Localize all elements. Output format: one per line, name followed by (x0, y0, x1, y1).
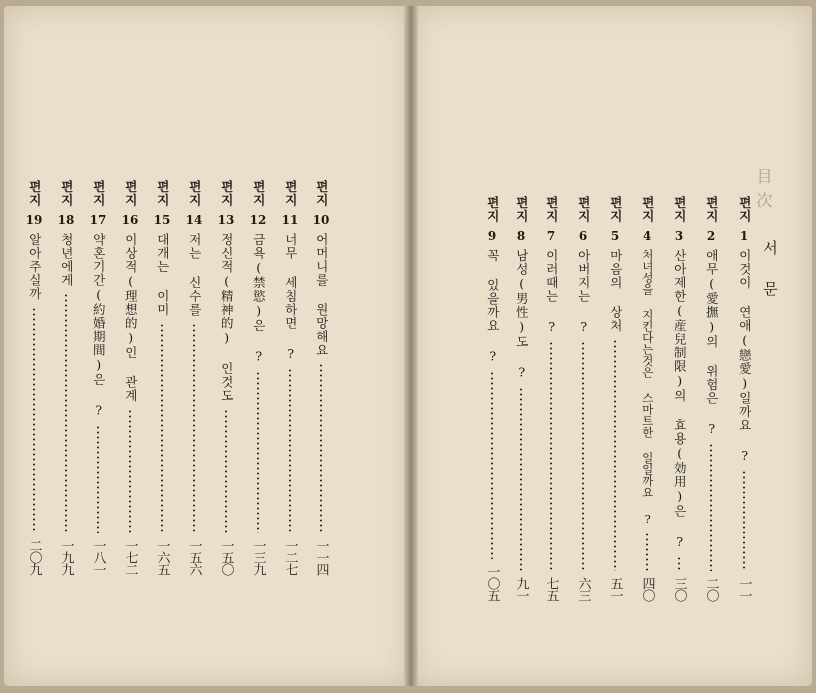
toc-entry[interactable] (310, 180, 332, 575)
entry-title: 대개는 이미 (155, 233, 171, 317)
entry-label: 편지 (251, 180, 267, 207)
entry-page: 一七二 (122, 539, 138, 575)
leader-dots (520, 387, 522, 572)
toc-entry[interactable] (668, 196, 690, 601)
entry-title: 남성(男性)도 ? (514, 249, 530, 381)
entry-label: 편지 (514, 196, 530, 223)
entry-label: 편지 (59, 180, 75, 207)
toc-entry[interactable] (636, 196, 658, 601)
entry-label: 편지 (672, 196, 688, 223)
entry-number: 14 (185, 213, 203, 227)
entry-title: 약혼기간(約婚期間)은 ? (91, 233, 107, 419)
toc-entry[interactable] (733, 196, 755, 601)
entry-label: 편지 (123, 180, 139, 207)
entry-page: 七五 (543, 577, 559, 601)
toc-entry[interactable] (540, 196, 562, 601)
preface-heading-text: 서문 (761, 240, 779, 322)
entry-page: 一六五 (154, 539, 170, 575)
entry-number: 19 (25, 213, 43, 227)
entry-page: 三〇 (671, 577, 687, 601)
entry-page: 一三九 (250, 539, 266, 575)
entry-label: 편지 (155, 180, 171, 207)
entry-page: 一五〇 (218, 539, 234, 575)
leader-dots (646, 532, 648, 571)
entry-title: 너무 세침하면 ? (283, 233, 299, 362)
toc-entry[interactable] (510, 196, 532, 601)
leader-dots (225, 409, 227, 534)
leader-dots (582, 341, 584, 571)
entry-number: 6 (578, 229, 588, 243)
entry-page: 一九九 (58, 539, 74, 575)
entry-number: 7 (546, 229, 556, 243)
entry-page: 一二七 (282, 539, 298, 575)
leader-dots (710, 443, 712, 571)
entry-label: 편지 (283, 180, 299, 207)
toc-entry[interactable] (481, 196, 503, 601)
entry-page: 二〇 (703, 577, 719, 601)
toc-entry[interactable] (572, 196, 594, 601)
book-gutter (404, 6, 418, 686)
entry-number: 10 (312, 213, 330, 227)
entry-page: 一〇五 (484, 565, 500, 601)
entry-title: 아버지는 ? (576, 249, 592, 335)
entry-label: 편지 (91, 180, 107, 207)
entry-number: 3 (674, 229, 684, 243)
leader-dots (320, 363, 322, 533)
leader-dots (193, 323, 195, 534)
toc-entry[interactable] (700, 196, 722, 601)
entry-page: 一一 (736, 577, 752, 601)
entry-number: 13 (217, 213, 235, 227)
toc-header-mark: 目次 (754, 168, 773, 216)
leader-dots (257, 371, 259, 534)
entry-label: 편지 (737, 196, 753, 223)
entry-page: 一八一 (90, 539, 106, 575)
entry-title: 금욕(禁慾)은 ? (251, 233, 267, 365)
toc-entry[interactable] (215, 180, 237, 575)
entry-page: 一一四 (313, 539, 329, 575)
entry-number: 2 (706, 229, 716, 243)
entry-title: 어머니를 원망해요 (314, 233, 330, 357)
toc-entry[interactable] (604, 196, 626, 601)
entry-title: 이러때는 ? (544, 249, 560, 335)
toc-entry[interactable] (55, 180, 77, 575)
entry-title: 애무(愛撫)의 위험은 ? (704, 249, 720, 437)
preface-heading (762, 240, 777, 322)
entry-label: 편지 (704, 196, 720, 223)
toc-entry[interactable] (279, 180, 301, 575)
leader-dots (743, 470, 745, 571)
entry-title: 알아주실까 (27, 233, 43, 301)
leader-dots (161, 323, 163, 534)
entry-label: 편지 (544, 196, 560, 223)
entry-number: 11 (281, 213, 299, 227)
entry-number: 17 (89, 213, 107, 227)
entry-label: 편지 (314, 180, 330, 207)
leader-dots (491, 371, 493, 560)
entry-number: 8 (516, 229, 526, 243)
entry-label: 편지 (27, 180, 43, 207)
entry-title: 저는 신수를 (187, 233, 203, 317)
entry-title: 이상적(理想的)인 관계 (123, 233, 139, 403)
entry-title: 이것이 연애(戀愛)일까요 ? (737, 249, 753, 464)
entry-label: 편지 (485, 196, 501, 223)
leader-dots (289, 368, 291, 533)
entry-number: 12 (249, 213, 267, 227)
entry-page: 六三 (575, 577, 591, 601)
entry-title: 꼭 있을까요 ? (485, 249, 501, 365)
entry-number: 18 (57, 213, 75, 227)
entry-label: 편지 (576, 196, 592, 223)
entry-title: 처녀성을 지킨다는것은 스마트한 일일까요 ? (640, 249, 655, 526)
entry-number: 15 (153, 213, 171, 227)
entry-title: 마음의 상처 (608, 249, 624, 333)
leader-dots (614, 339, 616, 572)
entry-title: 정신적(精神的) 인것도 (219, 233, 235, 403)
toc-entry[interactable] (23, 180, 45, 575)
toc-entry[interactable] (87, 180, 109, 575)
entry-page: 九一 (513, 577, 529, 601)
toc-entry[interactable] (183, 180, 205, 575)
entry-number: 4 (642, 229, 652, 243)
toc-entry[interactable] (151, 180, 173, 575)
leader-dots (678, 556, 680, 571)
entry-label: 편지 (608, 196, 624, 223)
entry-page: 一五六 (186, 539, 202, 575)
entry-number: 16 (121, 213, 139, 227)
leader-dots (97, 425, 99, 534)
entry-label: 편지 (640, 196, 656, 223)
entry-label: 편지 (219, 180, 235, 207)
leader-dots (129, 409, 131, 534)
entry-title: 청년에게 (59, 233, 75, 287)
leader-dots (33, 307, 35, 534)
entry-number: 1 (739, 229, 749, 243)
toc-entry[interactable] (119, 180, 141, 575)
entry-page: 二〇九 (26, 539, 42, 575)
leader-dots (65, 293, 67, 533)
entry-page: 四〇 (639, 577, 655, 601)
entry-number: 5 (610, 229, 620, 243)
entry-page: 五一 (607, 577, 623, 601)
leader-dots (550, 341, 552, 571)
toc-entry[interactable] (247, 180, 269, 575)
entry-number: 9 (487, 229, 497, 243)
entry-title: 산아제한(産兒制限)의 효용(効用)은 ? (672, 249, 688, 550)
entry-label: 편지 (187, 180, 203, 207)
